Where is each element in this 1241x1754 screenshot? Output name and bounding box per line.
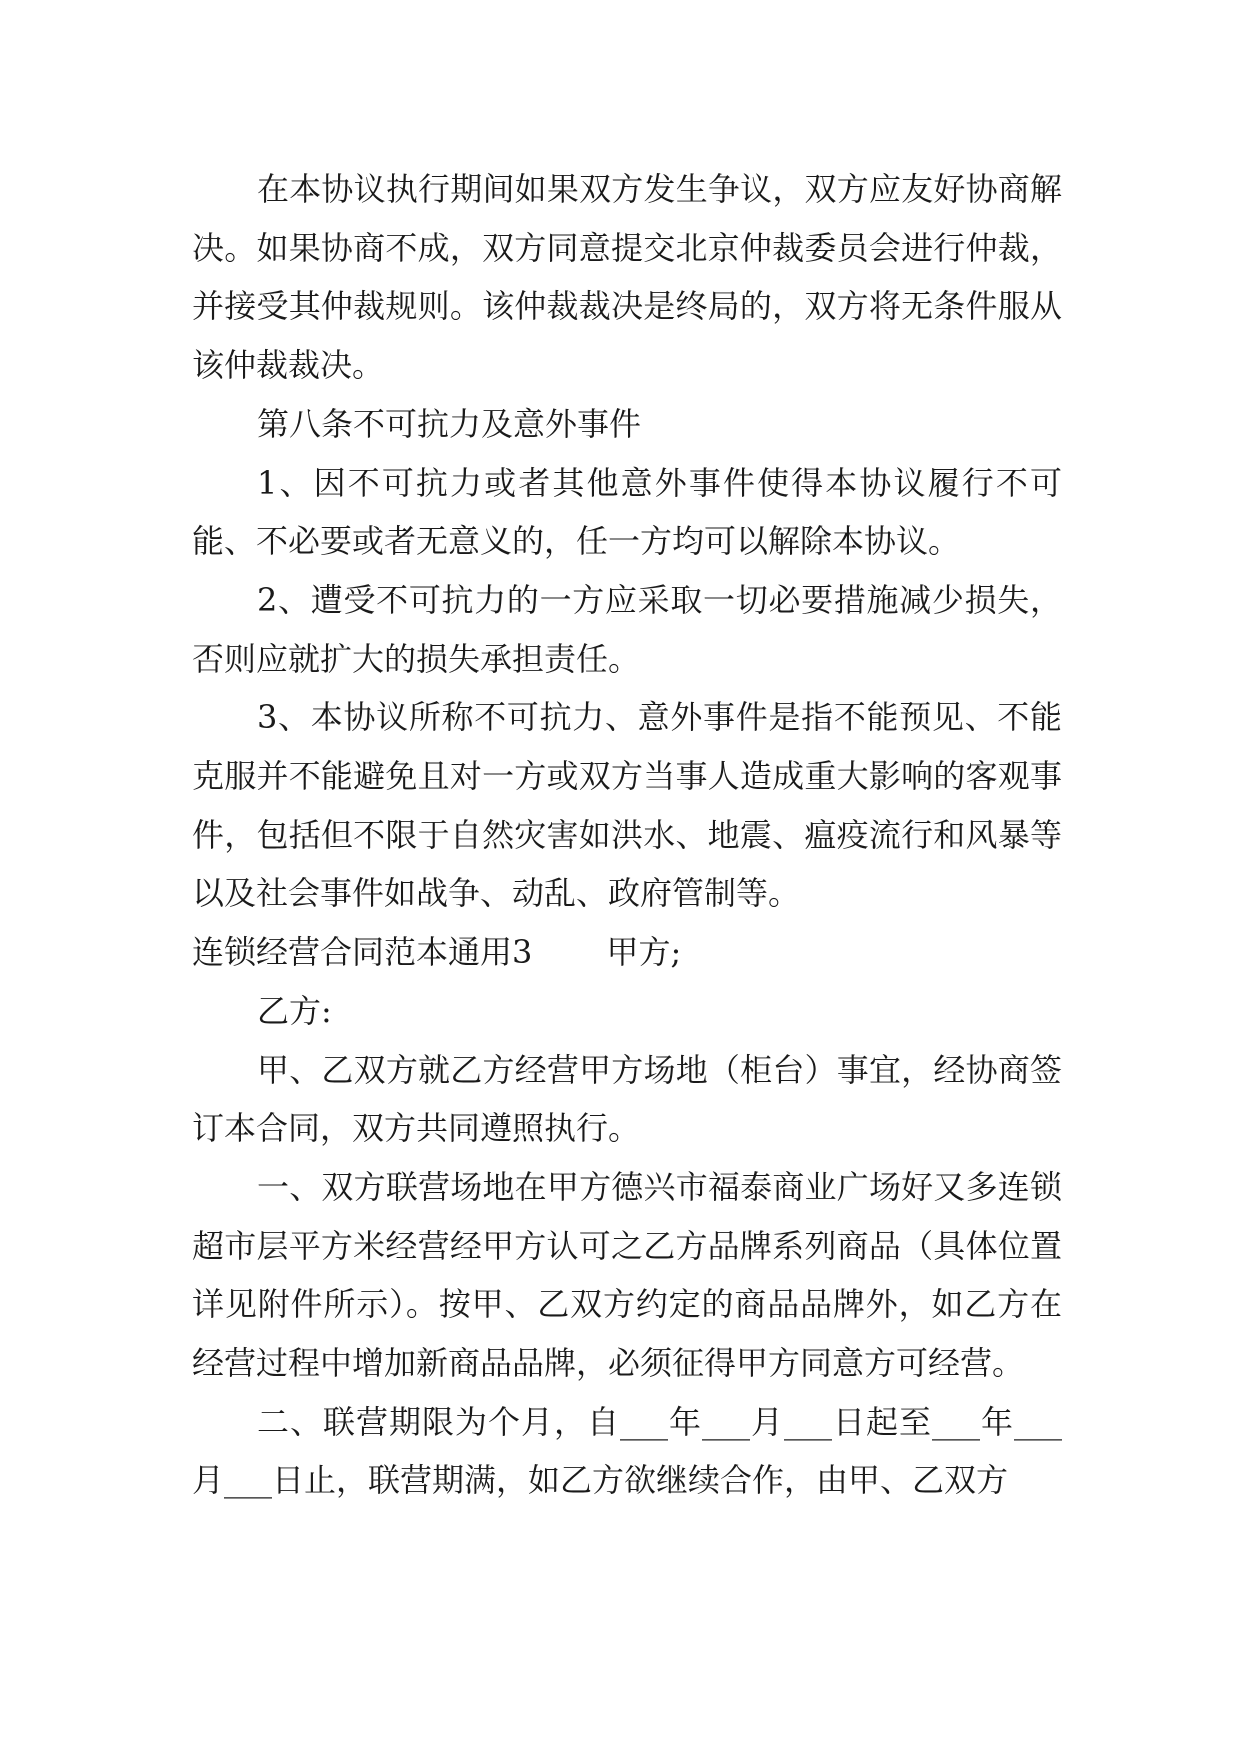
paragraph-clause-2: 2、遭受不可抗力的一方应采取一切必要措施减少损失，否则应就扩大的损失承担责任。 (192, 580, 1062, 678)
contract-title-line: 连锁经营合同范本通用3 甲方; (192, 933, 682, 972)
paragraph-preamble: 甲、乙双方就乙方经营甲方场地（柜台）事宜，经协商签订本合同，双方共同遵照执行。 (192, 1050, 1062, 1148)
paragraph-article-2: 二、联营期限为个月，自___年___月___日起至___年___月___日止，联营期满，如乙方欲继续合作，由甲、乙双方 (192, 1402, 1062, 1500)
paragraph-arbitration: 在本协议执行期间如果双方发生争议，双方应友好协商解决。如果协商不成，双方同意提交北京仲裁委员会进行仲裁，并接受其仲裁规则。该仲裁裁决是终局的，双方将无条件服从该仲裁裁决。 (192, 170, 1062, 385)
paragraph-article-1: 一、双方联营场地在甲方德兴市福泰商业广场好又多连锁超市层平方米经营经甲方认可之乙方品牌系列商品（具体位置详见附件所示）。按甲、乙双方约定的商品品牌外，如乙方在经营过程中增加新商品品牌，必须征得甲方同意方可经营。 (192, 1167, 1062, 1383)
document-body (192, 160, 1062, 1510)
paragraph-clause-1: 1、因不可抗力或者其他意外事件使得本协议履行不可能、不必要或者无意义的，任一方均可以解除本协议。 (192, 463, 1062, 561)
section-heading-force-majeure: 第八条不可抗力及意外事件 (257, 404, 642, 443)
paragraph-clause-3: 3、本协议所称不可抗力、意外事件是指不能预见、不能克服并不能避免且对一方或双方当事人造成重大影响的客观事件，包括但不限于自然灾害如洪水、地震、瘟疫流行和风暴等以及社会事件如战争、动乱、政府管制等。 (192, 698, 1062, 913)
party-b-line: 乙方: (257, 991, 332, 1030)
